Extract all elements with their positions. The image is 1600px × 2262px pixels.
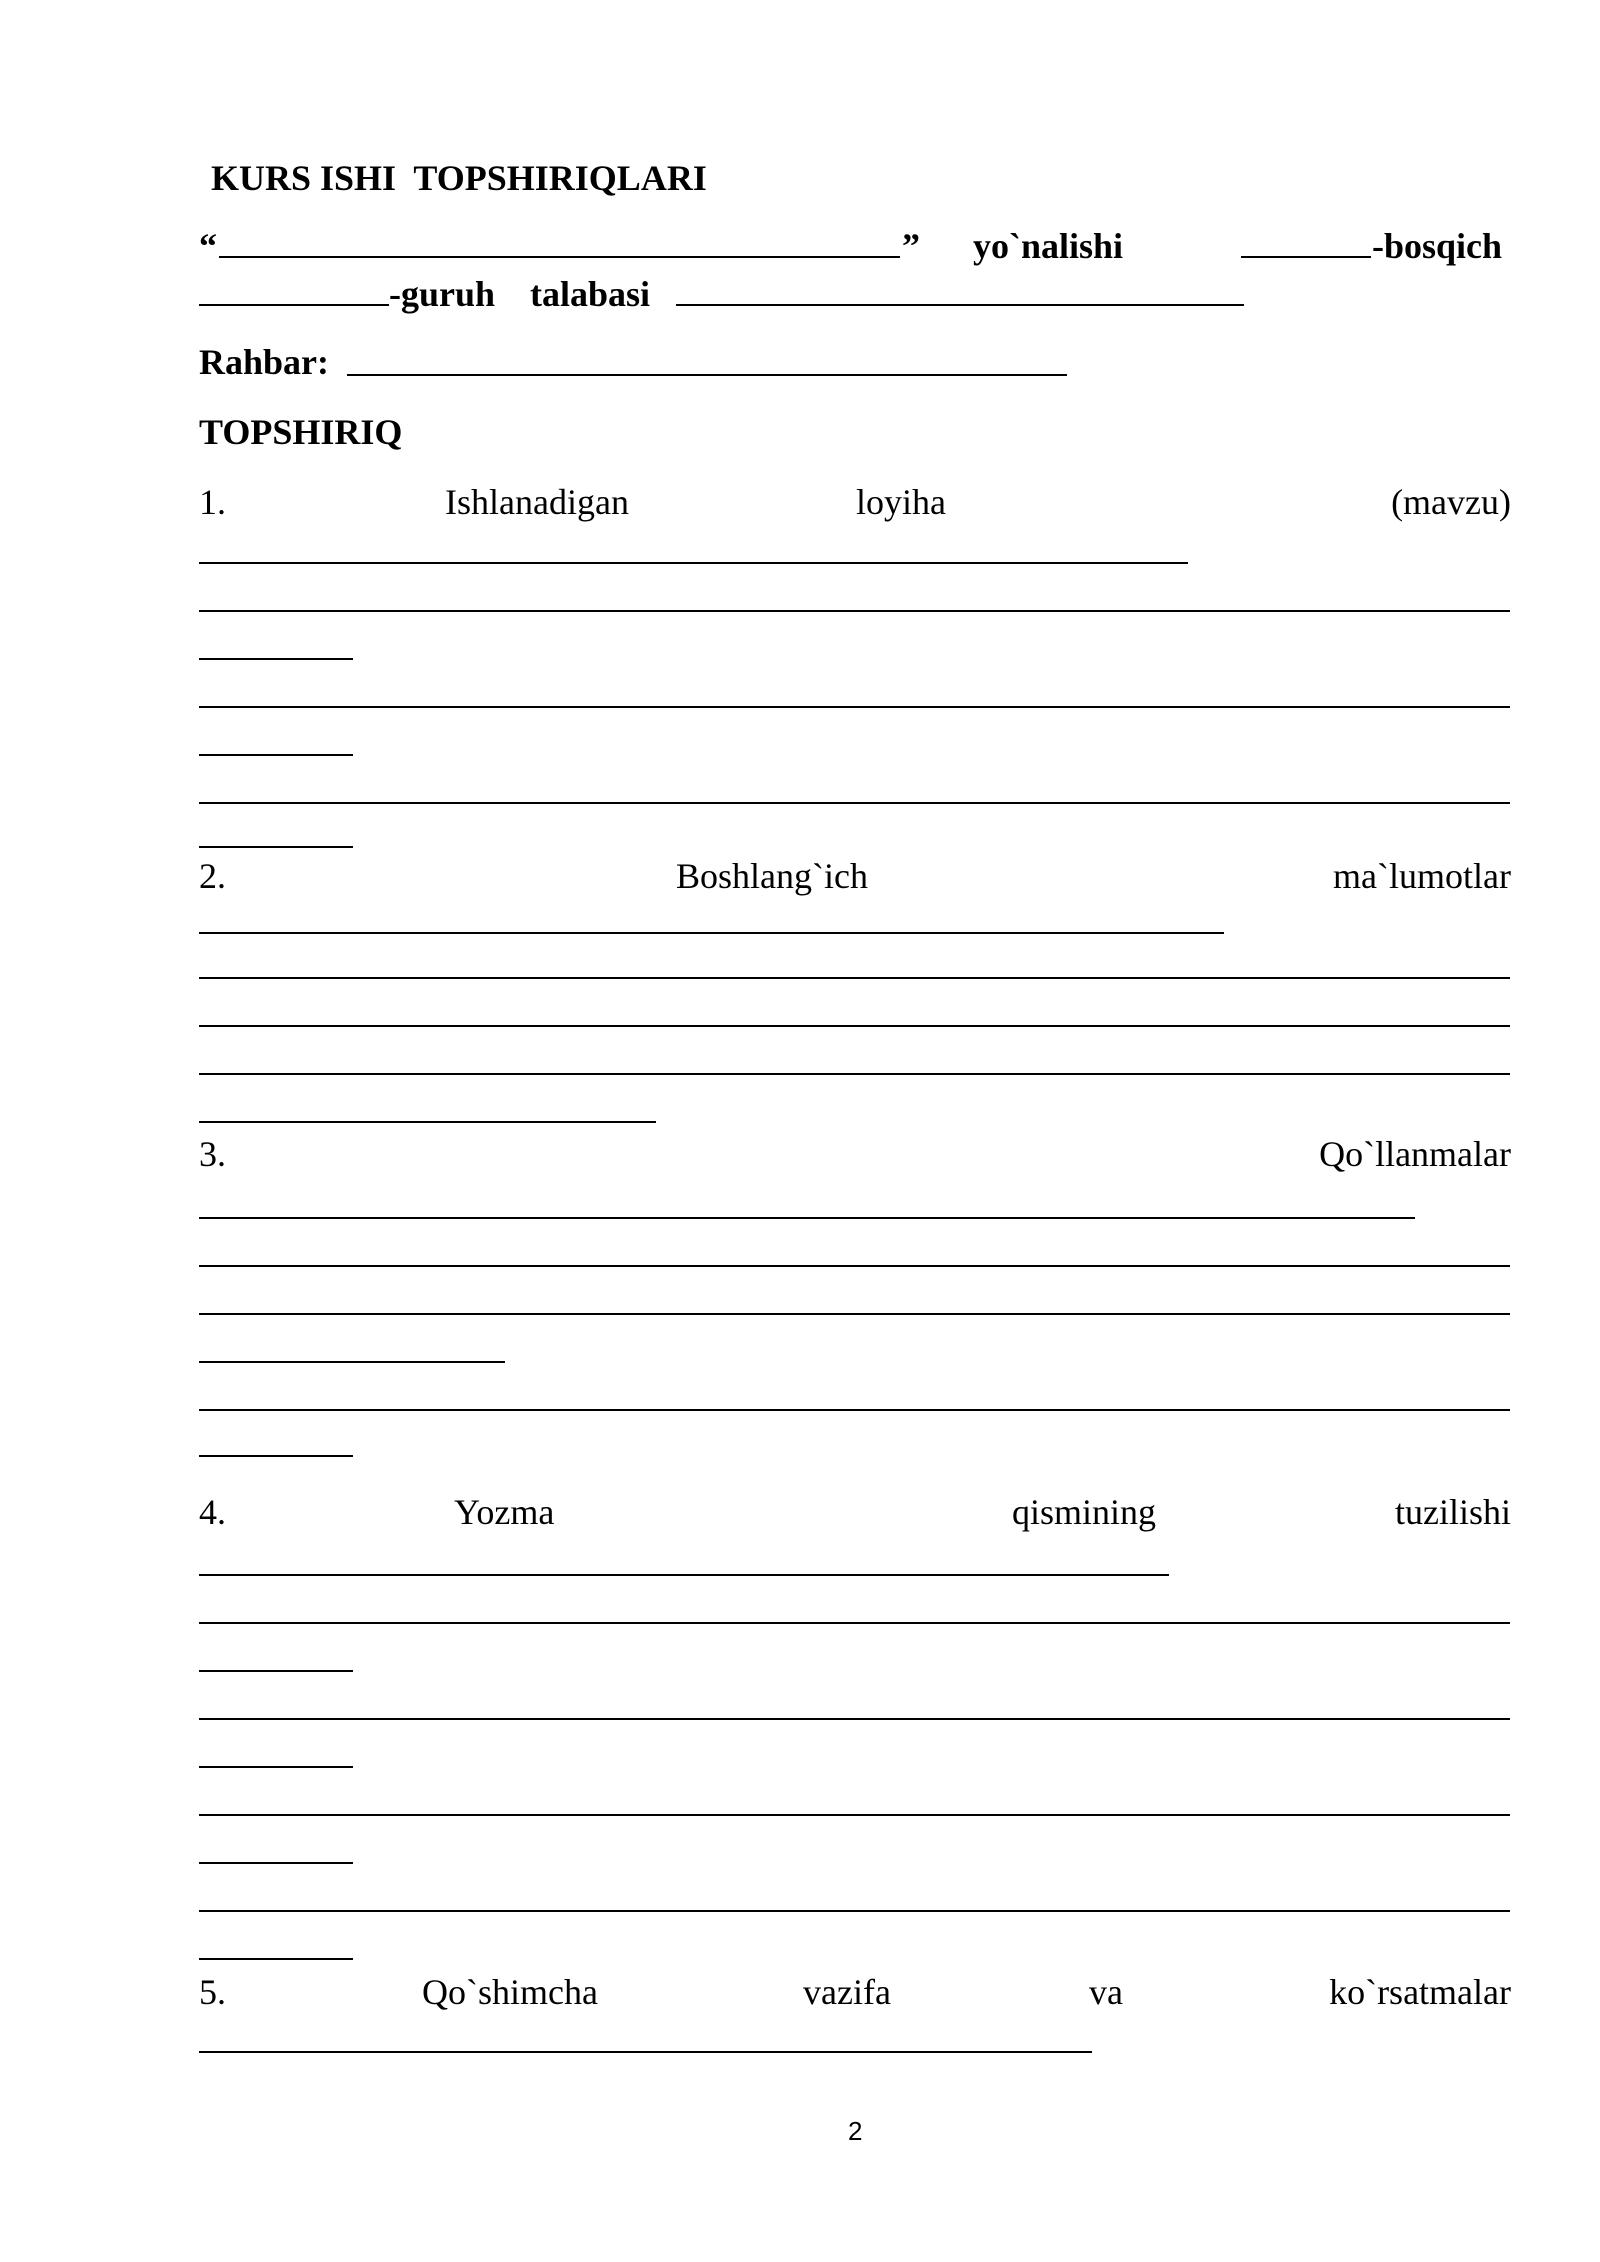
- answer-line: [199, 1718, 1510, 1720]
- answer-line: [199, 802, 1510, 804]
- direction-blank: [219, 256, 900, 258]
- item-number: 2.: [199, 856, 226, 896]
- answer-line: [199, 1455, 353, 1457]
- item-word: ko`rsatmalar: [1329, 1972, 1511, 2012]
- answer-line: [199, 846, 353, 848]
- stage-label: -bosqich: [1372, 226, 1503, 266]
- answer-line: [199, 1622, 1510, 1624]
- answer-line: [199, 1361, 505, 1363]
- answer-line: [199, 1574, 1169, 1576]
- answer-line: [199, 1670, 353, 1672]
- item-word: Ishlanadigan: [445, 482, 629, 522]
- direction-label: yo`nalishi: [973, 226, 1124, 266]
- close-quote: ”: [902, 226, 920, 266]
- item-number: 1.: [199, 482, 226, 522]
- item-word: Qo`llanmalar: [1319, 1134, 1511, 1174]
- item-word: Boshlang`ich: [676, 856, 868, 896]
- answer-line: [199, 706, 1510, 708]
- answer-line: [199, 932, 1224, 934]
- item-number: 4.: [199, 1492, 226, 1532]
- task-heading: TOPSHIRIQ: [199, 412, 403, 452]
- item-number: 5.: [199, 1972, 226, 2012]
- answer-line: [199, 1025, 1510, 1027]
- open-quote: “: [199, 226, 217, 266]
- student-label: talabasi: [530, 274, 651, 314]
- item-word: ma`lumotlar: [1333, 856, 1511, 896]
- item-word: va: [1089, 1972, 1123, 2012]
- answer-line: [199, 754, 353, 756]
- answer-line: [199, 2051, 1092, 2053]
- group-blank: [199, 304, 389, 306]
- answer-line: [199, 1910, 1510, 1912]
- supervisor-label: Rahbar:: [199, 342, 330, 382]
- answer-line: [199, 1121, 656, 1123]
- item-number: 3.: [199, 1134, 226, 1174]
- item-word: tuzilishi: [1395, 1492, 1511, 1532]
- answer-line: [199, 562, 1188, 564]
- answer-line: [199, 1265, 1510, 1267]
- answer-line: [199, 1073, 1510, 1075]
- answer-line: [199, 1313, 1510, 1315]
- answer-line: [199, 1814, 1510, 1816]
- item-word: loyiha: [856, 482, 946, 522]
- answer-line: [199, 1766, 353, 1768]
- item-word: vazifa: [803, 1972, 891, 2012]
- answer-line: [199, 610, 1510, 612]
- answer-line: [199, 1862, 353, 1864]
- answer-line: [199, 1409, 1510, 1411]
- supervisor-blank: [347, 374, 1067, 376]
- student-name-blank: [676, 304, 1244, 306]
- answer-line: [199, 977, 1510, 979]
- answer-line: [199, 1217, 1415, 1219]
- item-word: qismining: [1012, 1492, 1157, 1532]
- document-title: KURS ISHI TOPSHIRIQLARI: [211, 158, 707, 198]
- stage-blank: [1241, 256, 1371, 258]
- page-number: 2: [848, 2116, 863, 2146]
- item-word: Qo`shimcha: [422, 1972, 598, 2012]
- group-label: -guruh: [389, 274, 496, 314]
- item-word: (mavzu): [1391, 482, 1511, 522]
- answer-line: [199, 1958, 353, 1960]
- answer-line: [199, 658, 353, 660]
- item-word: Yozma: [454, 1492, 555, 1532]
